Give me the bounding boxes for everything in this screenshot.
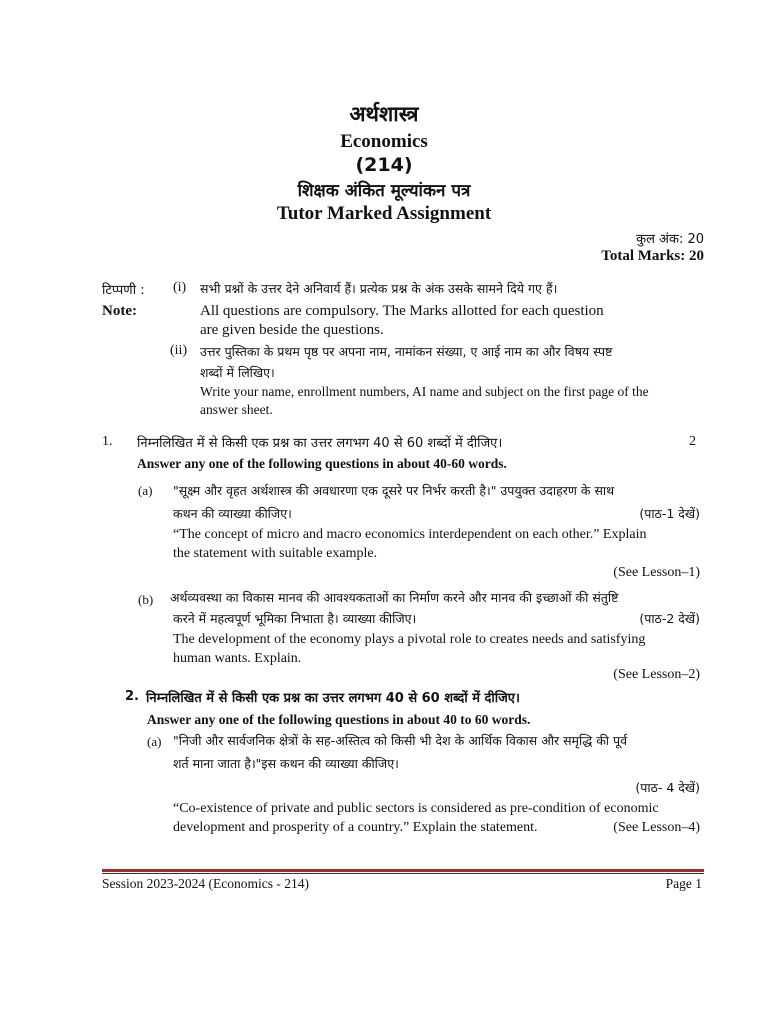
option-label: (b)	[138, 592, 154, 607]
note-item-number: (ii)	[170, 343, 188, 358]
note-ii-english-line2: answer sheet.	[200, 402, 273, 417]
question-1-hindi: निम्नलिखित में से किसी एक प्रश्न का उत्तर लगभग 40 से 60 शब्दों में दीजिए।	[137, 436, 503, 451]
q2a-lesson-hindi: (पाठ- 4 देखें)	[635, 780, 700, 795]
note-ii-hindi-line2: शब्दों में लिखिए।	[200, 365, 275, 380]
note-i-english-line2: are given beside the questions.	[200, 322, 384, 338]
question-1-english: Answer any one of the following questions in about 40-60 words.	[137, 456, 507, 471]
total-marks-english: Total Marks: 20	[601, 248, 704, 264]
subtitle-hindi: शिक्षक अंकित मूल्यांकन पत्र	[297, 181, 471, 201]
footer-session: Session 2023-2024 (Economics - 214)	[102, 876, 309, 891]
q1a-lesson-english: (See Lesson–1)	[613, 565, 700, 580]
q1a-hindi-line1: "सूक्ष्म और वृहत अर्थशास्त्र की अवधारणा एक दूसरे पर निर्भर करती है।" उपयुक्त उदाहरण के साथ	[173, 483, 615, 498]
q2a-lesson-english: (See Lesson–4)	[613, 820, 700, 835]
note-label-english: Note:	[102, 303, 137, 319]
q1b-hindi-line2: करने में महत्वपूर्ण भूमिका निभाता है। व्याख्या कीजिए।	[173, 611, 417, 626]
q1a-lesson-hindi: (पाठ-1 देखें)	[639, 506, 700, 521]
note-ii-hindi-line1: उत्तर पुस्तिका के प्रथम पृष्ठ पर अपना नाम, नामांकन संख्या, ए आई नाम का और विषय स्पष्ट	[200, 344, 613, 359]
q1b-english-line2: human wants. Explain.	[173, 651, 302, 666]
q1b-lesson-english: (See Lesson–2)	[613, 667, 700, 682]
note-label-hindi: टिप्पणी :	[102, 283, 145, 298]
title-english: Economics	[340, 131, 428, 152]
subtitle-english: Tutor Marked Assignment	[276, 203, 492, 224]
q1b-hindi-line1: अर्थव्यवस्था का विकास मानव की आवश्यकताओं का निर्माण करने और मानव की इच्छाओं की संतुष्टि	[170, 590, 619, 605]
q1b-english-line1: The development of the economy plays a pivotal role to creates needs and satisfying	[173, 632, 646, 647]
q1a-english-line1: “The concept of micro and macro economics interdependent on each other.” Explain	[173, 527, 647, 542]
note-ii-english-line1: Write your name, enrollment numbers, AI name and subject on the first page of the	[200, 384, 649, 399]
option-label: (a)	[138, 483, 153, 498]
page-number: Page 1	[665, 876, 702, 891]
footer-rule-red	[102, 869, 704, 872]
question-2-english: Answer any one of the following questions in about 40 to 60 words.	[147, 712, 531, 727]
q1a-hindi-line2: कथन की व्याख्या कीजिए।	[173, 506, 292, 521]
question-number: 2.	[125, 689, 139, 704]
note-i-english-line1: All questions are compulsory. The Marks allotted for each question	[200, 303, 604, 319]
q2a-hindi-line1: "निजी और सार्वजनिक क्षेत्रों के सह-अस्तित्व को किसी भी देश के आर्थिक विकास और समृद्धि की पूर्व	[173, 733, 628, 748]
subject-code: (214)	[355, 154, 413, 176]
question-2-hindi: निम्नलिखित में से किसी एक प्रश्न का उत्तर लगभग 40 से 60 शब्दों में दीजिए।	[146, 691, 520, 706]
q1a-english-line2: the statement with suitable example.	[173, 546, 378, 561]
note-i-hindi: सभी प्रश्नों के उत्तर देने अनिवार्य हैं। प्रत्येक प्रश्न के अंक उसके सामने दिये गए हैं।	[200, 281, 558, 296]
question-1-marks: 2	[689, 434, 696, 449]
q1b-lesson-hindi: (पाठ-2 देखें)	[639, 611, 700, 626]
footer-rule-dark	[102, 873, 704, 874]
option-label: (a)	[147, 734, 162, 749]
title-hindi: अर्थशास्त्र	[349, 102, 419, 126]
question-number: 1.	[102, 434, 113, 449]
note-item-number: (i)	[173, 280, 187, 295]
q2a-english-line1: “Co-existence of private and public sectors is considered as pre-condition of economic	[173, 801, 659, 816]
total-marks-hindi: कुल अंक: 20	[636, 232, 704, 247]
q2a-english-line2: development and prosperity of a country.” Explain the statement.	[173, 820, 538, 835]
q2a-hindi-line2: शर्त माना जाता है।"इस कथन की व्याख्या कीजिए।	[173, 756, 399, 771]
